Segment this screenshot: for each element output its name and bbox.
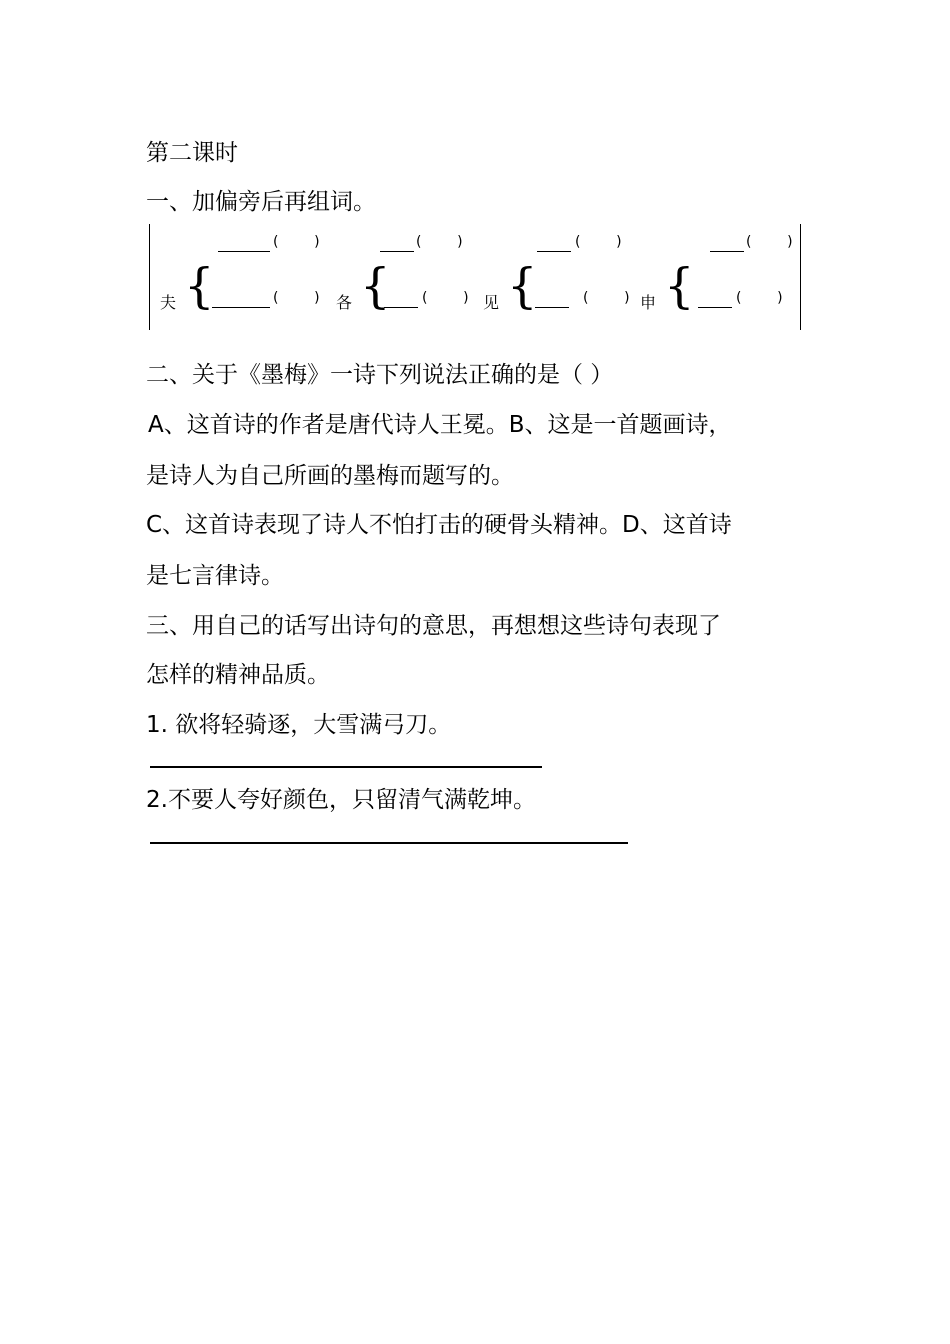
option-c-line1: C、这首诗表现了诗人不怕打击的硬骨头精神。D、这首诗 (146, 512, 732, 538)
answer-line-2[interactable] (150, 842, 628, 844)
blank-bottom[interactable] (535, 307, 569, 308)
brace-icon: { (507, 258, 538, 314)
paren-bottom[interactable]: ( ) (583, 290, 630, 306)
blank-top[interactable] (380, 251, 414, 252)
option-a-line2: 是诗人为自己所画的墨梅而题写的。 (146, 463, 514, 489)
base-char: 夫 (160, 293, 177, 312)
paren-top[interactable]: ( ) (273, 234, 320, 250)
poem-item-2: 2.不要人夸好颜色，只留清气满乾坤。 (146, 787, 536, 813)
base-char: 申 (640, 293, 657, 312)
base-char: 各 (336, 293, 353, 312)
paren-top[interactable]: ( ) (575, 234, 622, 250)
lesson-title: 第二课时 (146, 140, 238, 166)
paren-top[interactable]: ( ) (746, 234, 793, 250)
brace-icon: { (360, 258, 391, 314)
answer-line-1[interactable] (150, 766, 542, 768)
section3-heading-line1: 三、用自己的话写出诗句的意思，再想想这些诗句表现了 (146, 613, 721, 639)
base-char: 见 (483, 293, 500, 312)
blank-bottom[interactable] (384, 307, 418, 308)
blank-top[interactable] (537, 251, 571, 252)
brace-icon: { (184, 258, 215, 314)
section1-heading: 一、加偏旁后再组词。 (146, 189, 376, 215)
poem-item-1: 1. 欲将轻骑逐，大雪满弓刀。 (146, 712, 452, 738)
blank-top[interactable] (218, 251, 270, 252)
brace-icon: { (664, 258, 695, 314)
option-c-line2: 是七言律诗。 (146, 563, 284, 589)
section2-heading: 二、关于《墨梅》一诗下列说法正确的是（ ） (146, 362, 614, 388)
section3-heading-line2: 怎样的精神品质。 (146, 662, 330, 688)
paren-top[interactable]: ( ) (416, 234, 463, 250)
radical-table (149, 224, 801, 330)
paren-bottom[interactable]: ( ) (422, 290, 469, 306)
blank-bottom[interactable] (698, 307, 732, 308)
blank-top[interactable] (710, 251, 744, 252)
paren-bottom[interactable]: ( ) (273, 290, 320, 306)
paren-bottom[interactable]: ( ) (736, 290, 783, 306)
blank-bottom[interactable] (212, 307, 270, 308)
option-a-line1: A、这首诗的作者是唐代诗人王冕。B、这是一首题画诗， (148, 412, 732, 438)
